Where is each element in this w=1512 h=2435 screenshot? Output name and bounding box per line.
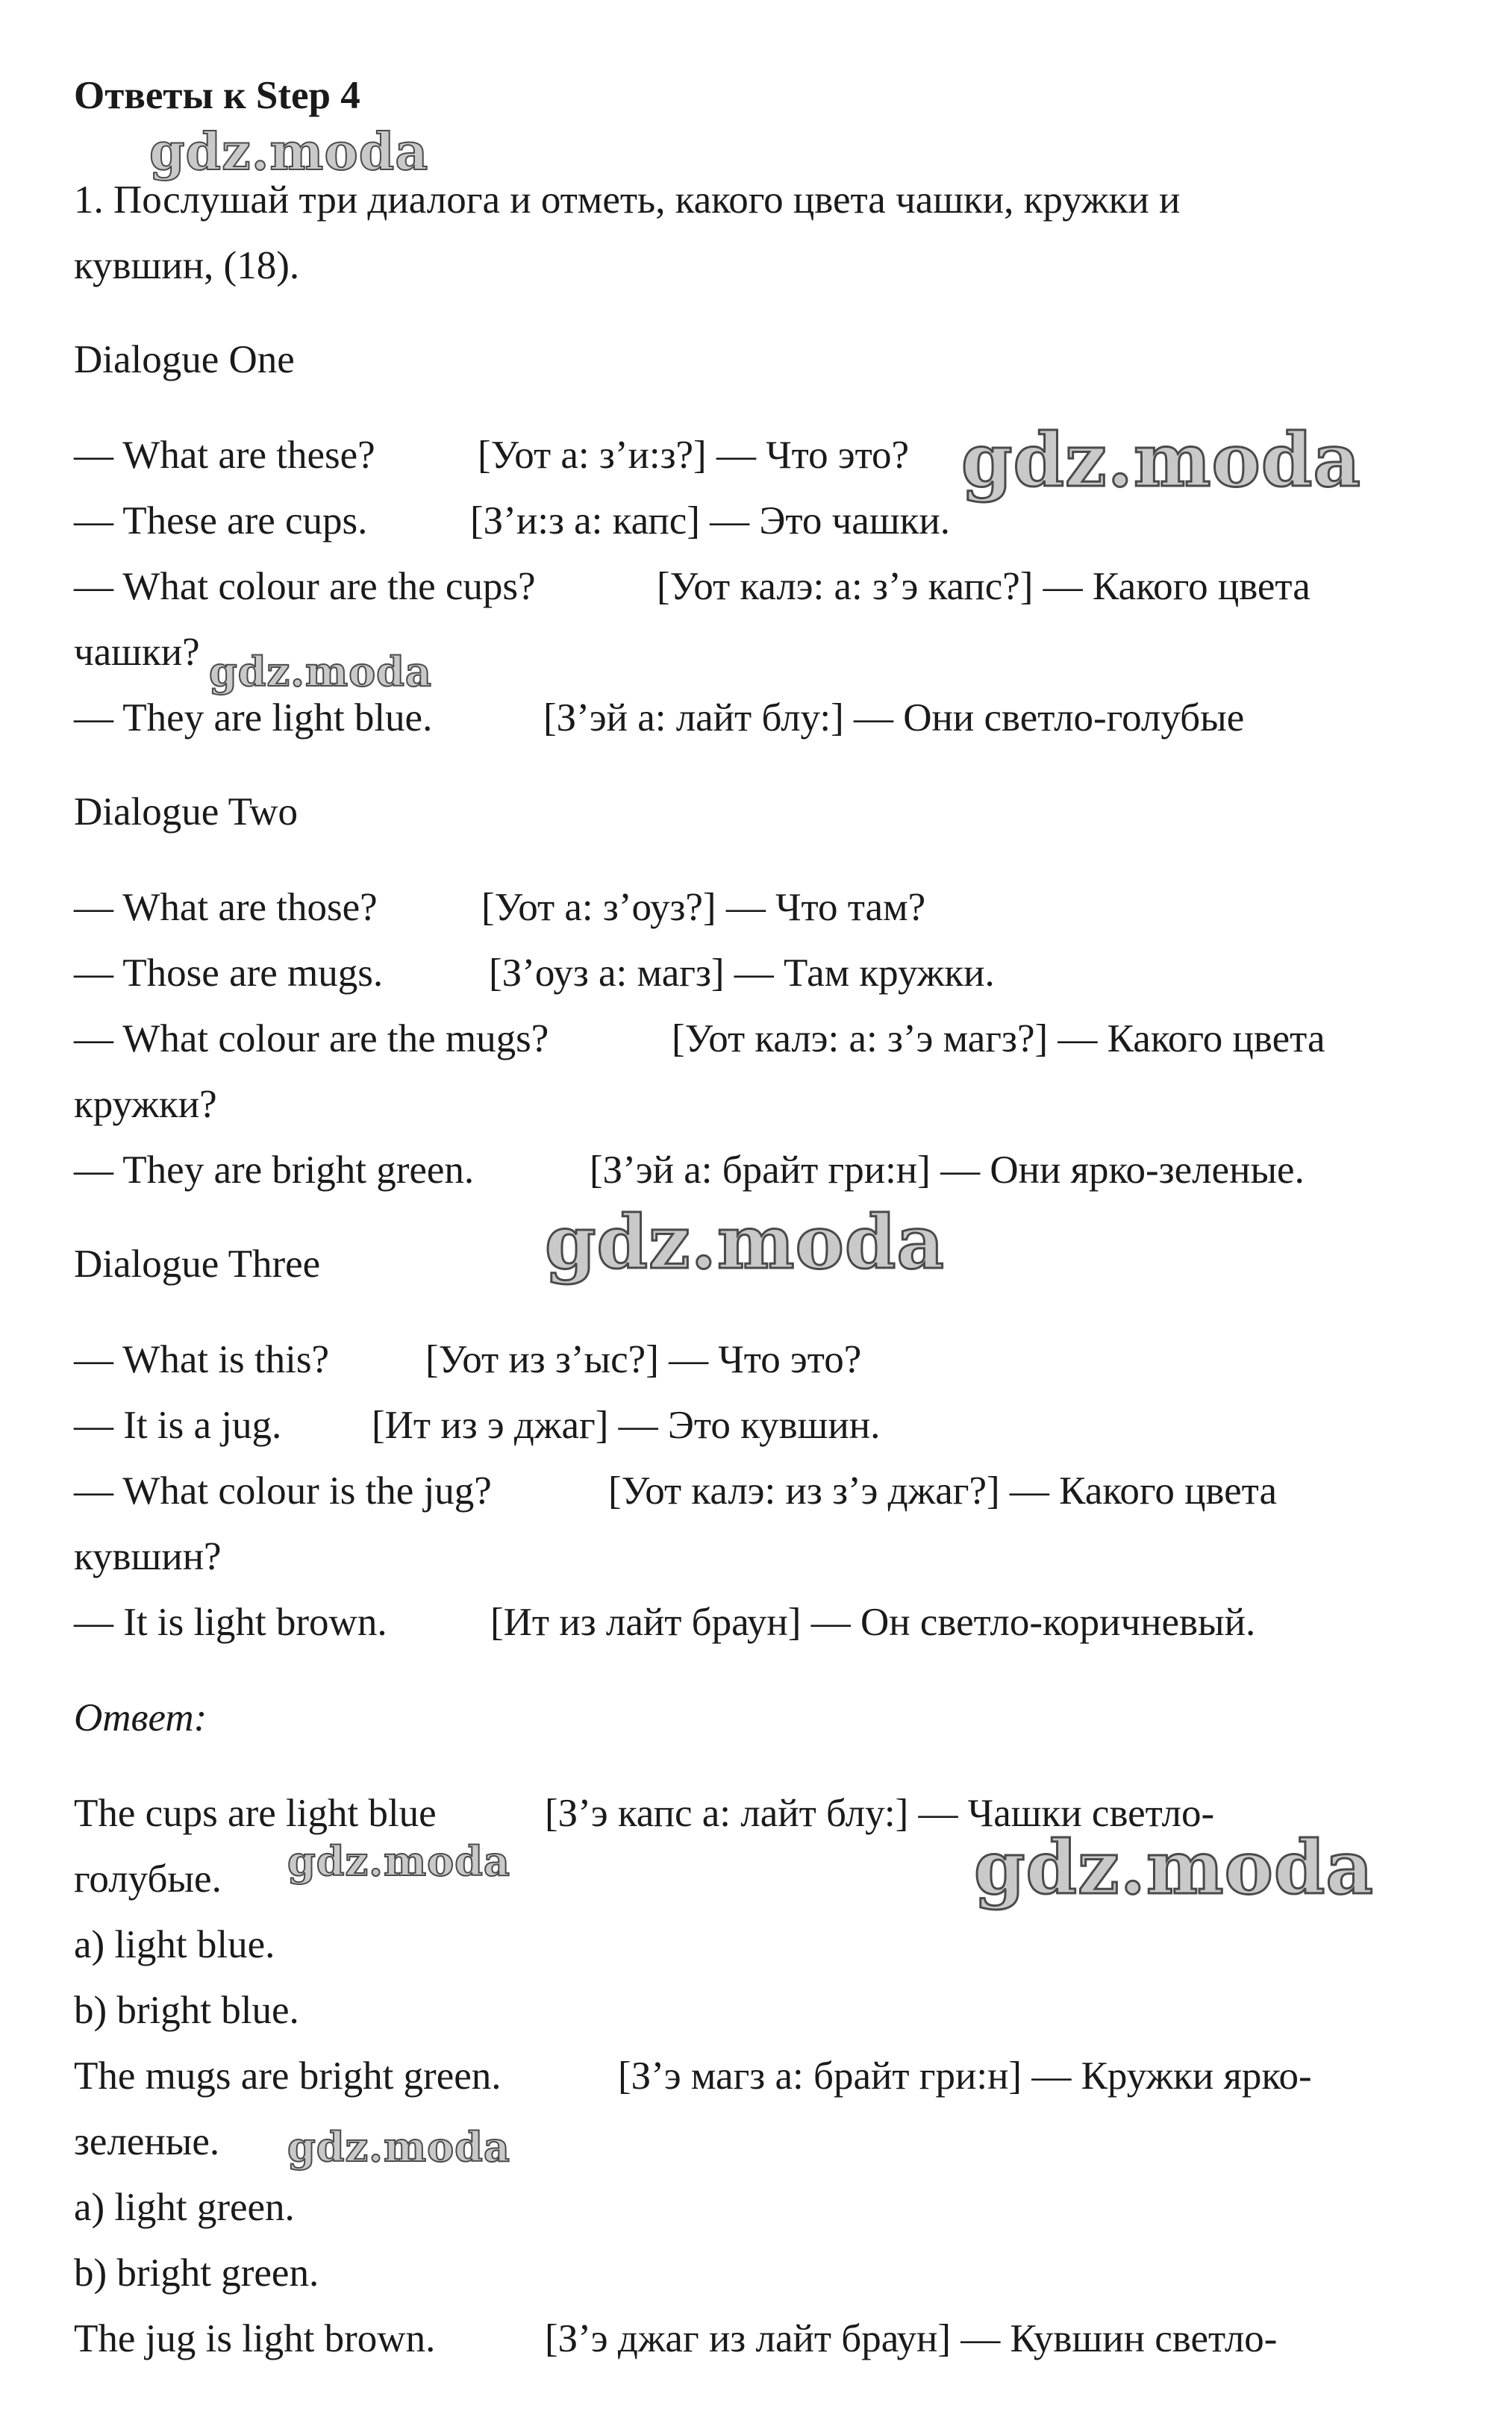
- page-title: Ответы к Step 4: [74, 74, 360, 117]
- dialogue-line-cont: кувшин?: [74, 1535, 222, 1578]
- transcription: [Ит из лайт браун] — Он светло-коричневый.: [490, 1601, 1256, 1644]
- watermark: gdz.moda: [287, 2123, 510, 2171]
- answer-line-cont: голубые.: [74, 1857, 222, 1901]
- answer-line: The mugs are bright green.: [74, 2054, 502, 2098]
- transcription: [З’эй а: брайт гри:н] — Они ярко-зеленые.: [590, 1148, 1305, 1192]
- transcription: [З’эй а: лайт блу:] — Они светло-голубые: [543, 696, 1245, 740]
- watermark: gdz.moda: [209, 648, 432, 696]
- answer-label: Ответ:: [74, 1696, 207, 1739]
- watermark: gdz.moda: [149, 122, 429, 182]
- task-text-cont: кувшин, (18).: [74, 244, 300, 287]
- dialogue-heading: Dialogue Two: [74, 790, 299, 834]
- transcription: [Уот из з’ыс?] — Что это?: [425, 1338, 862, 1381]
- dialogue-line: — It is light brown.: [74, 1601, 387, 1644]
- transcription: [Уот калэ: а: з’э капс?] — Какого цвета: [657, 565, 1310, 608]
- dialogue-line-cont: кружки?: [74, 1083, 217, 1126]
- dialogue-line: — It is a jug.: [74, 1404, 282, 1447]
- transcription: [Уот а: з’оуз?] — Что там?: [481, 886, 926, 929]
- task-text: 1. Послушай три диалога и отметь, какого цвета чашки, кружки и: [74, 178, 1181, 222]
- answer-option: b) bright blue.: [74, 1989, 299, 2032]
- dialogue-line-cont: чашки?: [74, 631, 200, 674]
- dialogue-heading: Dialogue One: [74, 338, 295, 381]
- dialogue-line: — They are bright green.: [74, 1148, 475, 1192]
- dialogue-line: — These are cups.: [74, 499, 368, 543]
- watermark: gdz.moda: [961, 418, 1361, 504]
- answer-line: The jug is light brown.: [74, 2317, 436, 2360]
- transcription: [З’оуз а: магз] — Там кружки.: [489, 951, 995, 995]
- dialogue-line: — What colour are the cups?: [74, 565, 536, 608]
- answer-line: The cups are light blue: [74, 1792, 437, 1835]
- dialogue-line: — What colour are the mugs?: [74, 1017, 549, 1060]
- dialogue-line: — What are those?: [74, 886, 378, 929]
- transcription: [Уот а: з’и:з?] — Что это?: [478, 434, 910, 477]
- transcription: [Ит из э джаг] — Это кувшин.: [372, 1404, 881, 1447]
- transcription: [З’э капс а: лайт блу:] — Чашки светло-: [545, 1792, 1215, 1835]
- transcription: [З’э магз а: брайт гри:н] — Кружки ярко-: [618, 2054, 1312, 2098]
- dialogue-heading: Dialogue Three: [74, 1242, 321, 1286]
- answer-option: b) bright green.: [74, 2251, 319, 2295]
- dialogue-line: — What is this?: [74, 1338, 330, 1381]
- watermark: gdz.moda: [287, 1837, 510, 1885]
- transcription: [Уот калэ: из з’э джаг?] — Какого цвета: [608, 1469, 1278, 1513]
- watermark: gdz.moda: [545, 1200, 945, 1286]
- dialogue-line: — What colour is the jug?: [74, 1469, 492, 1513]
- watermark: gdz.moda: [974, 1825, 1374, 1911]
- transcription: [З’и:з а: капс] — Это чашки.: [470, 499, 950, 543]
- transcription: [Уот калэ: а: з’э магз?] — Какого цвета: [672, 1017, 1325, 1060]
- answer-line-cont: зеленые.: [74, 2120, 220, 2163]
- dialogue-line: — What are these?: [74, 434, 375, 477]
- transcription: [З’э джаг из лайт браун] — Кувшин светло-: [545, 2317, 1278, 2360]
- dialogue-line: — Those are mugs.: [74, 951, 384, 995]
- answer-option: a) light blue.: [74, 1923, 275, 1966]
- answer-option: a) light green.: [74, 2186, 295, 2229]
- dialogue-line: — They are light blue.: [74, 696, 433, 740]
